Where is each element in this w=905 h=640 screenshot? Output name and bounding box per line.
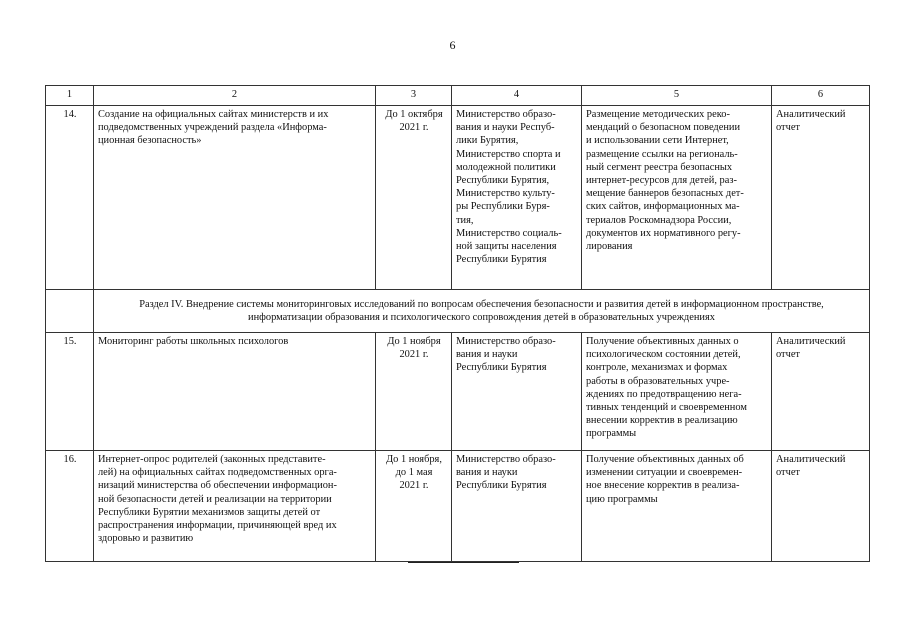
- result-text: Размещение методических реко- мендаций о безопасном поведении и использовании сети Интернет, размещение ссылки на региональ- ный сегмент реестра безопасных интернет-ресурсов для детей, раз- мещение баннеров безопасных дет- ских сайтов, информационных ма- териалов Роскомнадзора России, документов их нормативного регу- лирования: [586, 109, 744, 253]
- header-cell: 4: [452, 86, 582, 106]
- event-cell: [94, 451, 376, 562]
- date-text: До 1 октября 2021 г.: [385, 109, 443, 134]
- result-text: Получение объективных данных о психологическом состоянии детей, контроле, механизмах и формах работы в образовательных учре- ждениях по предотвращению нега- тивных тенденций и своевременном внесении корректив в реализацию программы: [586, 336, 747, 440]
- event-cell: [94, 106, 376, 290]
- date-cell: [376, 333, 452, 451]
- row-number: 15.: [46, 333, 94, 451]
- executor-text: Министерство образо- вания и науки Республики Бурятия: [456, 336, 556, 374]
- report-text: Аналитический отчет: [776, 454, 846, 479]
- section-row: [46, 290, 870, 333]
- date-cell: [376, 106, 452, 290]
- event-text: Интернет-опрос родителей (законных представите- лей) на официальных сайтах подведомственных орга- низаций министерства об обеспечении информацион- ной безопасности детей и реализации на территории Республики Бурятии механизмов защиты детей от распространения информации, причиняющей вред их здоровью и развитию: [98, 454, 337, 545]
- end-rule: [408, 562, 519, 563]
- report-cell: [772, 451, 870, 562]
- event-text: Создание на официальных сайтах министерств и их подведомственных учреждений раздела «Информа- ционная безопасность»: [98, 109, 329, 147]
- table-row: [46, 451, 870, 562]
- result-cell: [582, 451, 772, 562]
- executor-cell: [452, 451, 582, 562]
- date-cell: [376, 451, 452, 562]
- report-text: Аналитический отчет: [776, 109, 846, 134]
- report-cell: [772, 106, 870, 290]
- page-number: 6: [449, 38, 456, 52]
- header-cell: 1: [46, 86, 94, 106]
- header-cell: 6: [772, 86, 870, 106]
- header-cell: 3: [376, 86, 452, 106]
- header-cell: 2: [94, 86, 376, 106]
- table-row: [46, 106, 870, 290]
- report-text: Аналитический отчет: [776, 336, 846, 361]
- section-blank-cell: [46, 290, 94, 333]
- report-cell: [772, 333, 870, 451]
- table-header-row: [46, 86, 870, 106]
- executor-text: Министерство образо- вания и науки Респуб- лики Бурятия, Министерство спорта и молодежной политики Республики Бурятия, Министерство культу- ры Республики Буря- тия, Министерство социаль- ной защиты населения Республики Бурятия: [456, 109, 562, 266]
- result-cell: [582, 106, 772, 290]
- event-text: Мониторинг работы школьных психологов: [98, 336, 289, 347]
- row-number: 16.: [46, 451, 94, 562]
- result-cell: [582, 333, 772, 451]
- event-cell: [94, 333, 376, 451]
- header-cell: 5: [582, 86, 772, 106]
- date-text: До 1 ноября 2021 г.: [387, 336, 441, 361]
- date-text: До 1 ноября, до 1 мая 2021 г.: [386, 454, 442, 492]
- section-title: Раздел IV. Внедрение системы мониторинговых исследований по вопросам обеспечения безопасности и развития детей в информационном пространстве, информатизации образования и психологического сопровождения детей в образовательных учреждениях: [94, 290, 870, 333]
- plan-table: [45, 85, 870, 562]
- executor-cell: [452, 106, 582, 290]
- executor-text: Министерство образо- вания и науки Республики Бурятия: [456, 454, 556, 492]
- table-row: [46, 333, 870, 451]
- executor-cell: [452, 333, 582, 451]
- row-number: 14.: [46, 106, 94, 290]
- result-text: Получение объективных данных об изменении ситуации и своевремен- ное внесение корректив в реализа- цию программы: [586, 454, 744, 505]
